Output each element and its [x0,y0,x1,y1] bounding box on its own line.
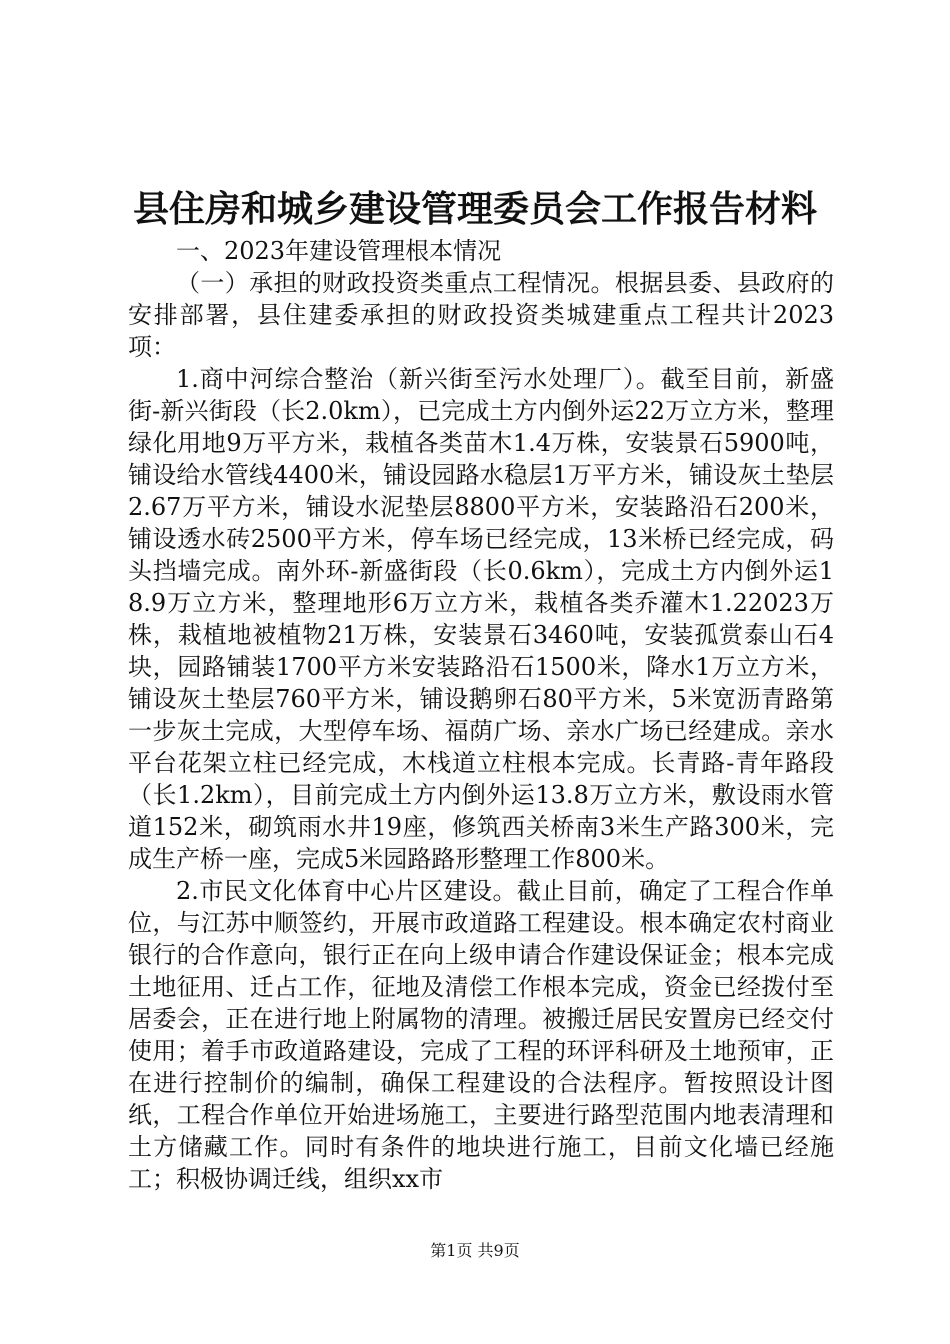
paragraph-intro: （一）承担的财政投资类重点工程情况。根据县委、县政府的安排部署，县住建委承担的财政投资类城建重点工程共计2023项： [128,269,834,361]
document-body [128,235,834,1195]
paragraph-item-1: 1.商中河综合整治（新兴街至污水处理厂）。截至目前，新盛街-新兴街段（长2.0km），已完成土方内倒外运22万立方米，整理绿化用地9万平方米，栽植各类苗木1.4万株，安装景石5900吨，铺设给水管线4400米，铺设园路水稳层1万平方米，铺设灰土垫层2.67万平方米，铺设水泥垫层8800平方米，安装路沿石200米，铺设透水砖2500平方米，停车场已经完成，13米桥已经完成，码头挡墙完成。南外环-新盛街段（长0.6km），完成土方内倒外运18.9万立方米，整理地形6万立方米，栽植各类乔灌木1.22023万株，栽植地被植物21万株，安装景石3460吨，安装孤赏泰山石4块，园路铺装1700平方米安装路沿石1500米，降水1万立方米，铺设灰土垫层760平方米，铺设鹅卵石80平方米，5米宽沥青路第一步灰土完成，大型停车场、福荫广场、亲水广场已经建成。亲水平台花架立柱已经完成，木栈道立柱根本完成。长青路-青年路段（长1.2km），目前完成土方内倒外运13.8万立方米，敷设雨水管道152米，砌筑雨水井19座，修筑西关桥南3米生产路300米，完成生产桥一座，完成5米园路路形整理工作800米。 [128,365,834,873]
page-number: 第1页 共9页 [430,1241,520,1260]
section-heading: 一、2023年建设管理根本情况 [176,237,502,265]
paragraph-item-2: 2.市民文化体育中心片区建设。截止目前，确定了工程合作单位，与江苏中顺签约，开展市政道路工程建设。根本确定农村商业银行的合作意向，银行正在向上级申请合作建设保证金；根本完成土地征用、迁占工作，征地及清偿工作根本完成，资金已经拨付至居委会，正在进行地上附属物的清理。被搬迁居民安置房已经交付使用；着手市政道路建设，完成了工程的环评科研及土地预审，正在进行控制价的编制，确保工程建设的合法程序。暂按照设计图纸，工程合作单位开始进场施工，主要进行路型范围内地表清理和土方储藏工作。同时有条件的地块进行施工，目前文化墙已经施工；积极协调迁线，组织xx市 [128,877,834,1193]
document-title: 县住房和城乡建设管理委员会工作报告材料 [132,189,817,230]
